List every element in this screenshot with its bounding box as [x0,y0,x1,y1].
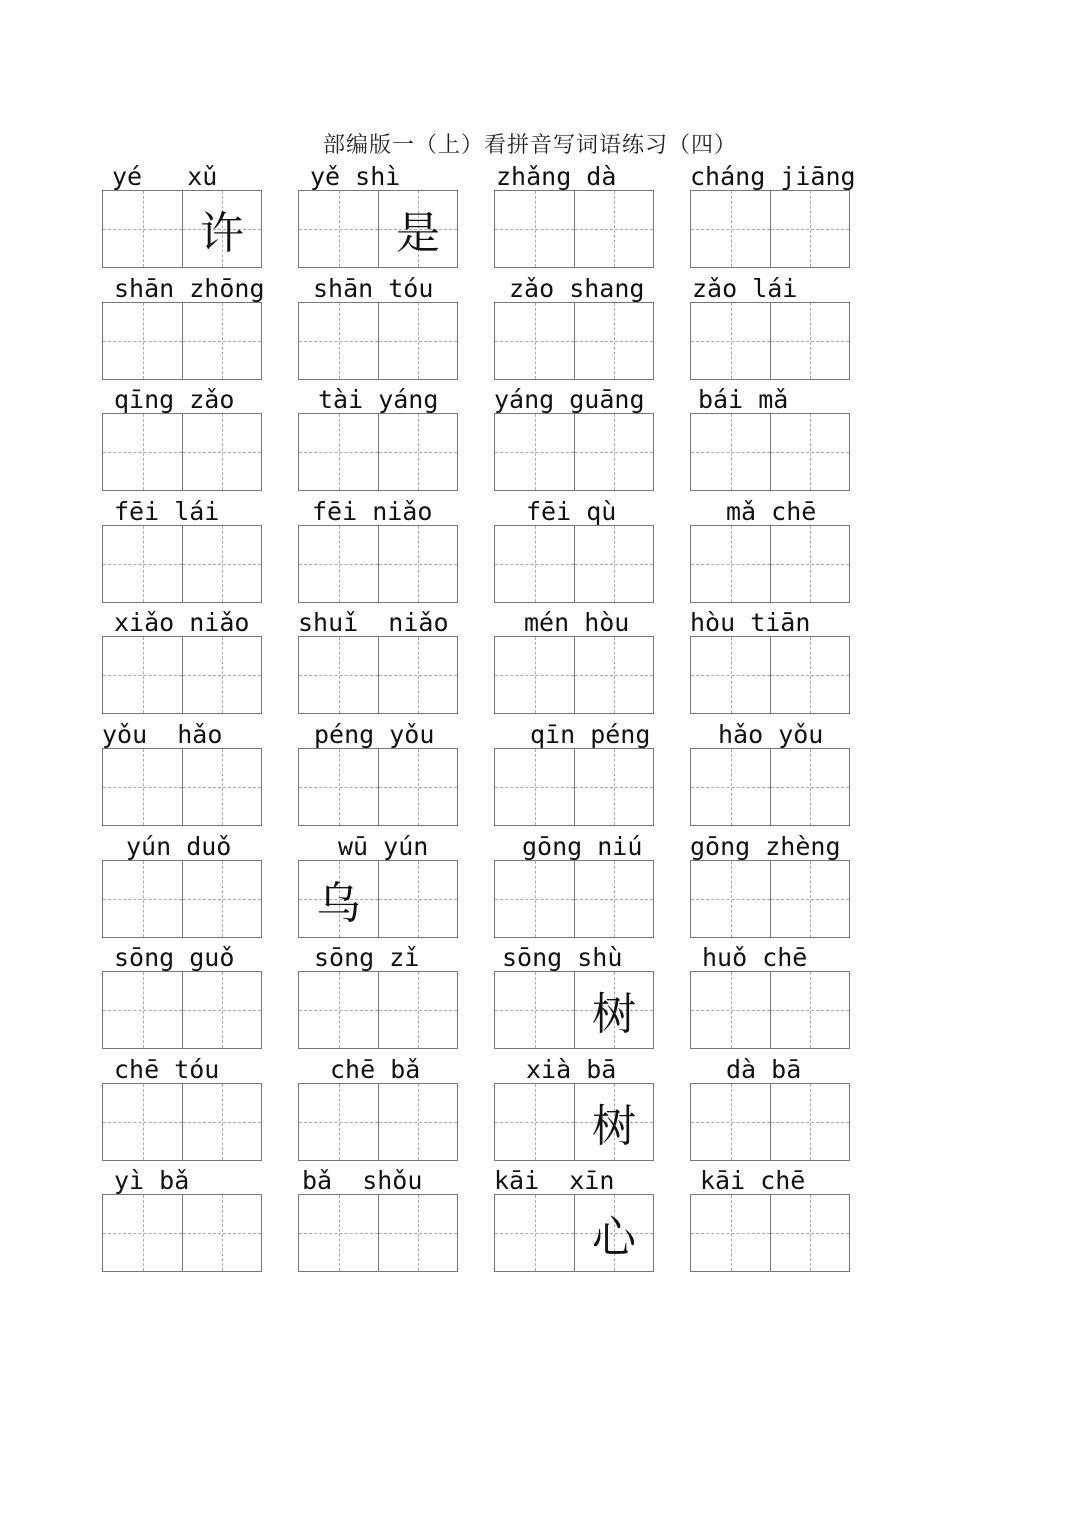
tianzige-box[interactable] [299,749,378,825]
pinyin-label: yé xǔ [112,162,218,191]
word-item [690,828,850,934]
word-item [494,270,654,376]
pinyin-label: péng yǒu [314,719,435,749]
tianzige-box[interactable] [574,749,653,825]
word-item [690,1162,850,1268]
written-character [771,637,849,713]
exercise-grid [102,158,862,1268]
word-item [298,381,458,487]
tianzige-box[interactable] [495,191,574,267]
written-character [771,861,849,937]
written-character [103,303,182,379]
writing-grid [494,525,654,603]
writing-grid [494,1194,654,1272]
pinyin-label: mǎ chē [726,496,817,526]
word-item [102,828,262,934]
word-item [494,1051,654,1157]
tianzige-box[interactable] [299,861,378,937]
written-character [575,414,653,490]
written-character [379,414,457,490]
written-character [691,749,770,825]
word-item [494,1162,654,1268]
pinyin-label: bǎ shǒu [302,1166,423,1196]
word-item [690,1051,850,1157]
pinyin-label: sōng shù [502,943,623,973]
writing-grid [298,1083,458,1161]
pinyin-label: xià bā [526,1054,617,1084]
written-character [103,861,182,937]
pinyin-label: kāi chē [700,1166,806,1196]
tianzige-box[interactable] [182,191,261,267]
pinyin-label: zhǎng dà [496,162,617,191]
word-item [494,381,654,487]
word-item [102,381,262,487]
written-character [379,749,457,825]
writing-grid [102,636,262,714]
written-character [495,972,574,1048]
pinyin-label: hòu tiān [690,608,811,638]
written-character [299,303,378,379]
tianzige-box[interactable] [103,1084,182,1160]
tianzige-box[interactable] [770,972,849,1048]
word-item [494,604,654,710]
pinyin-label: yǒu hǎo [102,719,223,749]
written-character [299,749,378,825]
written-character [379,526,457,602]
written-character [575,526,653,602]
tianzige-box[interactable] [691,972,770,1048]
writing-grid [298,1194,458,1272]
writing-grid [102,1194,262,1272]
word-item [298,493,458,599]
written-character [183,1195,261,1271]
tianzige-box[interactable] [182,1084,261,1160]
written-character [495,303,574,379]
written-character: 乌 [316,877,361,929]
written-character [691,972,770,1048]
tianzige-box[interactable] [182,861,261,937]
tianzige-box[interactable] [378,861,457,937]
pinyin-label: qīng zǎo [114,385,235,415]
tianzige-box[interactable] [495,1084,574,1160]
pinyin-label: shān zhōng [114,273,265,303]
written-character [299,637,378,713]
pinyin-label: xiǎo niǎo [114,608,250,638]
word-item [102,939,262,1045]
word-item [494,939,654,1045]
tianzige-box[interactable] [103,191,182,267]
written-character [771,749,849,825]
written-character [103,1195,182,1271]
word-item [494,158,654,264]
tianzige-box[interactable] [103,303,182,379]
written-character [379,1084,457,1160]
pinyin-label: huǒ chē [702,943,808,973]
writing-grid [102,302,262,380]
tianzige-box[interactable] [378,1195,457,1271]
written-character [183,526,261,602]
tianzige-box[interactable] [103,861,182,937]
written-character [299,972,378,1048]
tianzige-box[interactable] [691,637,770,713]
written-character [379,303,457,379]
tianzige-box[interactable] [182,414,261,490]
word-item [690,716,850,822]
writing-grid [298,302,458,380]
word-item [298,158,458,264]
written-character [691,191,770,267]
writing-grid [494,748,654,826]
word-item [690,381,850,487]
pinyin-label: wū yún [338,831,429,861]
written-character [495,526,574,602]
tianzige-box[interactable] [691,1195,770,1271]
written-character: 是 [396,208,440,259]
tianzige-box[interactable] [574,191,653,267]
writing-grid [690,748,850,826]
pinyin-label: shān tóu [313,273,434,303]
tianzige-box[interactable] [691,526,770,602]
tianzige-box[interactable] [378,414,457,490]
pinyin-label: zǎo shang [509,273,645,303]
tianzige-box[interactable] [182,749,261,825]
word-item [102,1051,262,1157]
written-character [691,414,770,490]
writing-grid [298,190,458,268]
pinyin-label: gōng zhèng [690,831,841,861]
word-item [494,828,654,934]
tianzige-box[interactable] [770,414,849,490]
written-character [103,749,182,825]
written-character [771,414,849,490]
writing-grid [298,971,458,1049]
written-character: 树 [592,1100,636,1152]
writing-grid [494,190,654,268]
written-character [299,414,378,490]
written-character [299,1195,378,1271]
tianzige-box[interactable] [495,1195,574,1271]
pinyin-label: mén hòu [524,608,630,638]
written-character: 心 [592,1212,636,1264]
tianzige-box[interactable] [574,303,653,379]
tianzige-box[interactable] [103,526,182,602]
pinyin-label: chē bǎ [330,1054,421,1084]
writing-grid [494,302,654,380]
pinyin-label: tài yáng [318,385,439,415]
written-character [575,861,653,937]
written-character [495,749,574,825]
written-character [575,749,653,825]
writing-grid [494,971,654,1049]
page-title: 部编版一（上）看拼音写词语练习（四） [322,133,737,158]
tianzige-box[interactable] [378,637,457,713]
tianzige-box[interactable] [574,861,653,937]
written-character [575,303,653,379]
tianzige-box[interactable] [495,861,574,937]
pinyin-label: fēi niǎo [312,496,433,526]
tianzige-box[interactable] [574,526,653,602]
written-character [183,861,261,937]
pinyin-label: zǎo lái [692,273,798,303]
tianzige-box[interactable] [770,1195,849,1271]
pinyin-label: fēi lái [114,496,220,526]
pinyin-label: yáng guāng [494,385,645,415]
written-character [183,414,261,490]
tianzige-box[interactable] [378,972,457,1048]
writing-grid [102,525,262,603]
writing-grid [298,860,458,938]
written-character [691,1084,770,1160]
pinyin-label: yě shì [310,162,401,191]
word-item [102,493,262,599]
written-character [575,191,653,267]
word-item [298,716,458,822]
written-character [379,637,457,713]
writing-grid [690,413,850,491]
tianzige-box[interactable] [103,637,182,713]
writing-grid [102,971,262,1049]
writing-grid [690,1083,850,1161]
written-character [299,1084,378,1160]
written-character [495,414,574,490]
written-character [103,191,182,267]
tianzige-box[interactable] [770,191,849,267]
tianzige-box[interactable] [378,1084,457,1160]
tianzige-box[interactable] [299,526,378,602]
pinyin-label: bái mǎ [698,385,789,415]
tianzige-box[interactable] [299,1195,378,1271]
tianzige-box[interactable] [103,1195,182,1271]
tianzige-box[interactable] [691,1084,770,1160]
written-character [103,637,182,713]
word-item [102,158,262,264]
tianzige-box[interactable] [299,303,378,379]
written-character [495,637,574,713]
written-character [691,637,770,713]
tianzige-box[interactable] [574,637,653,713]
tianzige-box[interactable] [691,749,770,825]
tianzige-box[interactable] [378,191,457,267]
written-character [103,972,182,1048]
tianzige-box[interactable] [770,526,849,602]
tianzige-box[interactable] [495,637,574,713]
tianzige-box[interactable] [495,303,574,379]
written-character [183,637,261,713]
tianzige-box[interactable] [103,749,182,825]
tianzige-box[interactable] [574,414,653,490]
written-character [691,861,770,937]
written-character: 树 [592,989,636,1041]
tianzige-box[interactable] [691,303,770,379]
writing-grid [102,860,262,938]
writing-grid [494,636,654,714]
written-character [103,526,182,602]
written-character [103,1084,182,1160]
pinyin-label: yì bǎ [114,1166,190,1196]
tianzige-box[interactable] [378,749,457,825]
word-item [494,716,654,822]
written-character [379,861,457,937]
word-item [298,939,458,1045]
tianzige-box[interactable] [691,414,770,490]
writing-grid [298,413,458,491]
tianzige-box[interactable] [182,303,261,379]
writing-grid [690,302,850,380]
tianzige-box[interactable] [691,191,770,267]
pinyin-label: qīn péng [530,719,651,749]
tianzige-box[interactable] [770,1084,849,1160]
tianzige-box[interactable] [103,972,182,1048]
tianzige-box[interactable] [574,1084,653,1160]
pinyin-label: dà bā [726,1054,802,1084]
tianzige-box[interactable] [495,414,574,490]
tianzige-box[interactable] [299,1084,378,1160]
writing-grid [494,860,654,938]
written-character [771,1084,849,1160]
writing-grid [690,971,850,1049]
word-item [298,1051,458,1157]
word-item [298,604,458,710]
pinyin-label: sōng zǐ [314,943,420,973]
written-character [183,972,261,1048]
word-item [102,270,265,376]
written-character [495,861,574,937]
word-item [298,828,458,934]
written-character [691,526,770,602]
tianzige-box[interactable] [574,972,653,1048]
tianzige-box[interactable] [770,637,849,713]
tianzige-box[interactable] [299,414,378,490]
tianzige-box[interactable] [182,637,261,713]
tianzige-box[interactable] [299,191,378,267]
tianzige-box[interactable] [182,1195,261,1271]
written-character [771,1195,849,1271]
written-character [299,191,378,267]
written-character [495,191,574,267]
written-character [183,1084,261,1160]
writing-grid [102,1083,262,1161]
pinyin-label: yún duǒ [126,831,232,861]
word-item [690,939,850,1045]
written-character [771,191,849,267]
pinyin-label: gōng niú [522,831,643,861]
word-item [298,1162,458,1268]
writing-grid [494,413,654,491]
pinyin-label: sōng guǒ [114,943,235,973]
written-character [771,526,849,602]
tianzige-box[interactable] [182,526,261,602]
word-item [298,270,458,376]
writing-grid [690,860,850,938]
written-character [299,526,378,602]
tianzige-box[interactable] [495,526,574,602]
tianzige-box[interactable] [495,749,574,825]
word-item [494,493,654,599]
written-character [379,1195,457,1271]
word-item [102,604,262,710]
word-item [690,158,856,264]
writing-grid [102,413,262,491]
tianzige-box[interactable] [495,972,574,1048]
tianzige-box[interactable] [770,861,849,937]
written-character [495,1084,574,1160]
written-character [691,303,770,379]
pinyin-label: fēi qù [526,496,617,526]
pinyin-label: kāi xīn [494,1166,615,1196]
writing-grid [102,748,262,826]
tianzige-box[interactable] [574,1195,653,1271]
writing-grid [690,190,850,268]
tianzige-box[interactable] [770,749,849,825]
tianzige-box[interactable] [770,303,849,379]
tianzige-box[interactable] [378,526,457,602]
written-character [771,303,849,379]
writing-grid [298,748,458,826]
pinyin-label: chē tóu [114,1054,220,1084]
written-character [103,414,182,490]
word-item [690,493,850,599]
tianzige-box[interactable] [299,972,378,1048]
writing-grid [690,525,850,603]
tianzige-box[interactable] [378,303,457,379]
written-character [379,972,457,1048]
writing-grid [690,636,850,714]
pinyin-label: cháng jiāng [690,162,856,191]
written-character [575,637,653,713]
tianzige-box[interactable] [299,637,378,713]
pinyin-label: hǎo yǒu [718,719,824,749]
tianzige-box[interactable] [103,414,182,490]
writing-grid [298,525,458,603]
written-character [771,972,849,1048]
writing-grid [102,190,262,268]
word-item [690,604,850,710]
writing-grid [690,1194,850,1272]
tianzige-box[interactable] [691,861,770,937]
word-item [102,716,262,822]
tianzige-box[interactable] [182,972,261,1048]
written-character [183,749,261,825]
pinyin-label: shuǐ niǎo [298,608,449,638]
written-character [495,1195,574,1271]
written-character [691,1195,770,1271]
word-item [690,270,850,376]
word-item [102,1162,262,1268]
written-character [183,303,261,379]
written-character: 许 [200,208,244,259]
writing-grid [298,636,458,714]
writing-grid [494,1083,654,1161]
